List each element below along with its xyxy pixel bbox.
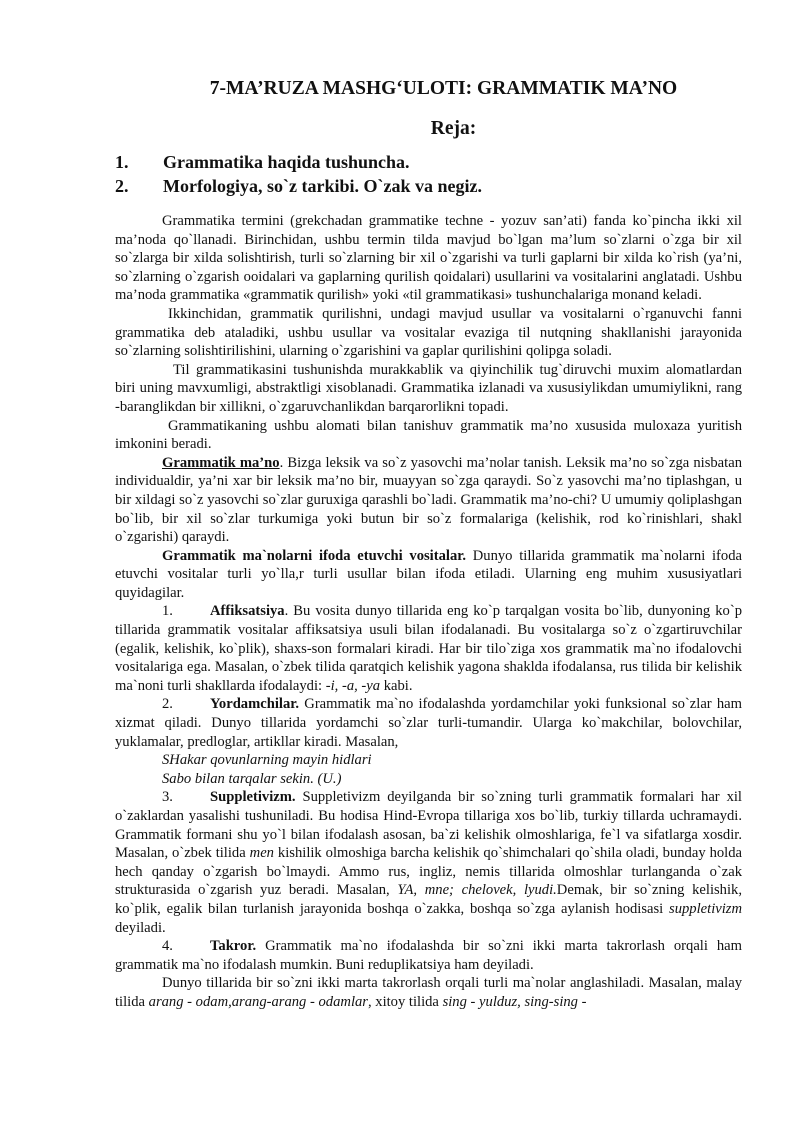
item-example: YA, mne; chelovek, lyudi.: [397, 882, 557, 899]
plan-heading: Reja:: [430, 118, 477, 139]
paragraph: Til grammatikasini tushunishda murakkablik va qiyinchilik tug`diruvchi muxim alomatlardan biri uning mavxumligi, abstraktligi xisoblanadi. Grammatika izlanadi va xususiylikdan umumiylikni, rang -baranglikdan bir xillikni, o`zgaruvchanlikdan barqarorlikni topadi.: [115, 361, 742, 415]
example-text: sing - yulduz, sing-sing -: [442, 993, 587, 1010]
item-text: . Bu vosita dunyo tillarida eng ko`p tarqalgan vosita bo`lib, dunyoning ko`p tillarida grammatik vositalar affiksatsiya usuli bilan ifodalanadi. Bu vositalarga so`z o`zgartiruvchilar (egalik, kelishik, ko`plik), shaxs-son formalari kiradi. Har bir tilo`ziga xos grammatik ma`no ifodalovchi vositalariga ega. Masalan, o`zbek tilida qaratqich kelishik yagona shaklda ifodalansa, rus tilida bir kelishik ma`noni turli shakllarda ifodalaydi:: [115, 603, 742, 694]
paragraph: [115, 547, 742, 603]
item-number: 1.: [162, 603, 173, 620]
item-heading: Affiksatsiya: [210, 603, 285, 620]
example-text: arang - odam,arang-arang - odamlar: [148, 993, 368, 1010]
numbered-item: [115, 937, 742, 974]
item-text: kabi.: [380, 677, 413, 694]
term-heading: Grammatik ma`nolarni ifoda etuvchi vositalar.: [162, 547, 467, 564]
plan-item-number: 1.: [115, 152, 129, 172]
item-text: Grammatik ma`no ifodalashda bir so`zni ikki marta takrorlash orqali ham grammatik ma`no ifodalash mumkin. Buni reduplikatsiya ham deyiladi.: [115, 938, 742, 973]
item-text: Grammatik ma`no ifodalashda yordamchilar yoki funksional so`zlar ham xizmat qiladi. Dunyo tillarida yordamchi so`zlar turli-tumandir. Ularga ko`makchilar, bolovchilar, yuklamalar, predloglar, artikllar kiradi. Masalan,: [115, 696, 742, 750]
item-example: -i, -a, -ya: [325, 677, 381, 694]
numbered-item: [115, 788, 742, 937]
paragraph: Grammatika termini (grekchadan grammatike techne - yozuv san’ati) fanda ko`pincha ikki xil ma’noda qo`llanadi. Birinchidan, ushbu termin tilda mavjud bo`lgan ma’lum so`zlarni o`zga bir xil so`zlarga bir xilda solishtirish, turli so`zlarning bir xil o`zgarishi va turli gaplarni bir xilda ko`rish (ya’ni, so`zlarning o`zgarish ooidalari va gaplarning qurilish qoidalari) usullarini va vositalarini anglatadi. Ushbu ma’noda grammatika «grammatik qurilish» yoki «til grammatikasi» tushunchalariga monand keladi.: [115, 213, 742, 304]
page-title: 7-MA’RUZA MASHG‘ULOTI: GRAMMATIK MA’NO: [209, 78, 678, 99]
paragraph: [115, 974, 742, 1011]
item-example: men: [249, 845, 274, 862]
paragraph: Grammatikaning ushbu alomati bilan tanishuv grammatik ma’no xususida muloxaza yuritish imkonini beradi.: [115, 417, 742, 453]
paragraph-text: Dunyo tillarida bir so`zni ikki marta takrorlash orqali turli ma`nolar anglashiladi. Masalan, malay tilida: [115, 975, 742, 1010]
item-text: Suppletivizm deyilganda bir so`zning turli grammatik formalari har xil o`zaklardan yasalishi tushuniladi. Bu hodisa Hind-Evropa tillariga xos bo`lib, turkiy tillarda uchramaydi. Grammatik formani shu yo`l bilan ifodalash asosan, ba`zi kelishik olmoshlariga, fe`l va sifatlarga xosdir. Masalan, o`zbek tilida: [115, 789, 742, 862]
item-heading: Yordamchilar.: [210, 696, 300, 713]
item-heading: Suppletivizm.: [210, 789, 296, 806]
paragraph: Ikkinchidan, grammatik qurilishni, undagi mavjud usullar va vositalarni o`rganuvchi fanni grammatika deb ataladiki, ushbu usullar va vositalar evaziga til nutqning shakllanishi jarayonida so`zlarning solishtirilishini, ularning o`zgarishini va gaplar qurilishini qolipga soladi.: [115, 305, 742, 360]
item-number: 2.: [162, 696, 173, 713]
plan-item: [115, 174, 742, 198]
item-example: suppletivizm: [669, 900, 742, 917]
item-text: deyiladi.: [115, 919, 166, 936]
plan-item-number: 2.: [115, 176, 129, 196]
plan-item-text: Morfologiya, so`z tarkibi. O`zak va negiz.: [163, 176, 482, 196]
paragraph-text: . Bizga leksik va so`z yasovchi ma’nolar tanish. Leksik ma’no so`zga nisbatan individualdir, ya’ni xar bir leksik ma’no bir, muayyan so`zga qaraydi. So`z yasovchi ma’no tiplashgan, u bir xildagi so`z yasovchi so`zlar guruxiga qarashli bo`ladi. Grammatik ma’no-chi? U umumiy qoliplashgan bo`lib, bir xil so`zlar turkumiga yoki butun bir so`z formalariga (kelishik, rod ko`rinishlari, shakl o`zgarishi) qaraydi.: [115, 454, 742, 546]
plan-item: [115, 150, 742, 174]
plan-item-text: Grammatika haqida tushuncha.: [163, 152, 410, 172]
numbered-item: [115, 695, 742, 751]
paragraph-text: , xitoy tilida: [367, 993, 443, 1010]
item-number: 4.: [162, 938, 173, 955]
plan-list: [115, 150, 742, 198]
verse-line: SHakar qovunlarning mayin hidlari: [162, 752, 372, 769]
item-text: Demak, bir so`zning kelishik, ko`plik, egalik bilan turlanish jarayonida boshqa o`zakka, boshqa so`zga aylanish hodisasi: [115, 882, 742, 917]
item-heading: Takror.: [210, 938, 257, 955]
document-page: [115, 74, 742, 1012]
document-body: [115, 212, 742, 1012]
paragraph: [115, 454, 742, 547]
verse-line: Sabo bilan tarqalar sekin. (U.): [162, 770, 342, 787]
numbered-item: [115, 602, 742, 695]
paragraph-text: Dunyo tillarida grammatik ma`nolarni ifoda etuvchi vositalar turli yo`lla,r turli usullar bilan ifoda etiladi. Ularning eng muhim xususiyatlari quyidagilar.: [115, 547, 742, 601]
item-number: 3.: [162, 789, 173, 806]
term-heading: Grammatik ma’no: [162, 454, 280, 471]
item-text: kishilik olmoshiga barcha kelishik qo`shimchalari qo`shila oladi, bunday holda hech qanday o`zgarish bo`lmaydi. Ammo rus, ingliz, nemis tillarida olmoshlar turlanganda o`zak strukturasida o`zgarish yuz beradi. Masalan,: [115, 845, 743, 899]
